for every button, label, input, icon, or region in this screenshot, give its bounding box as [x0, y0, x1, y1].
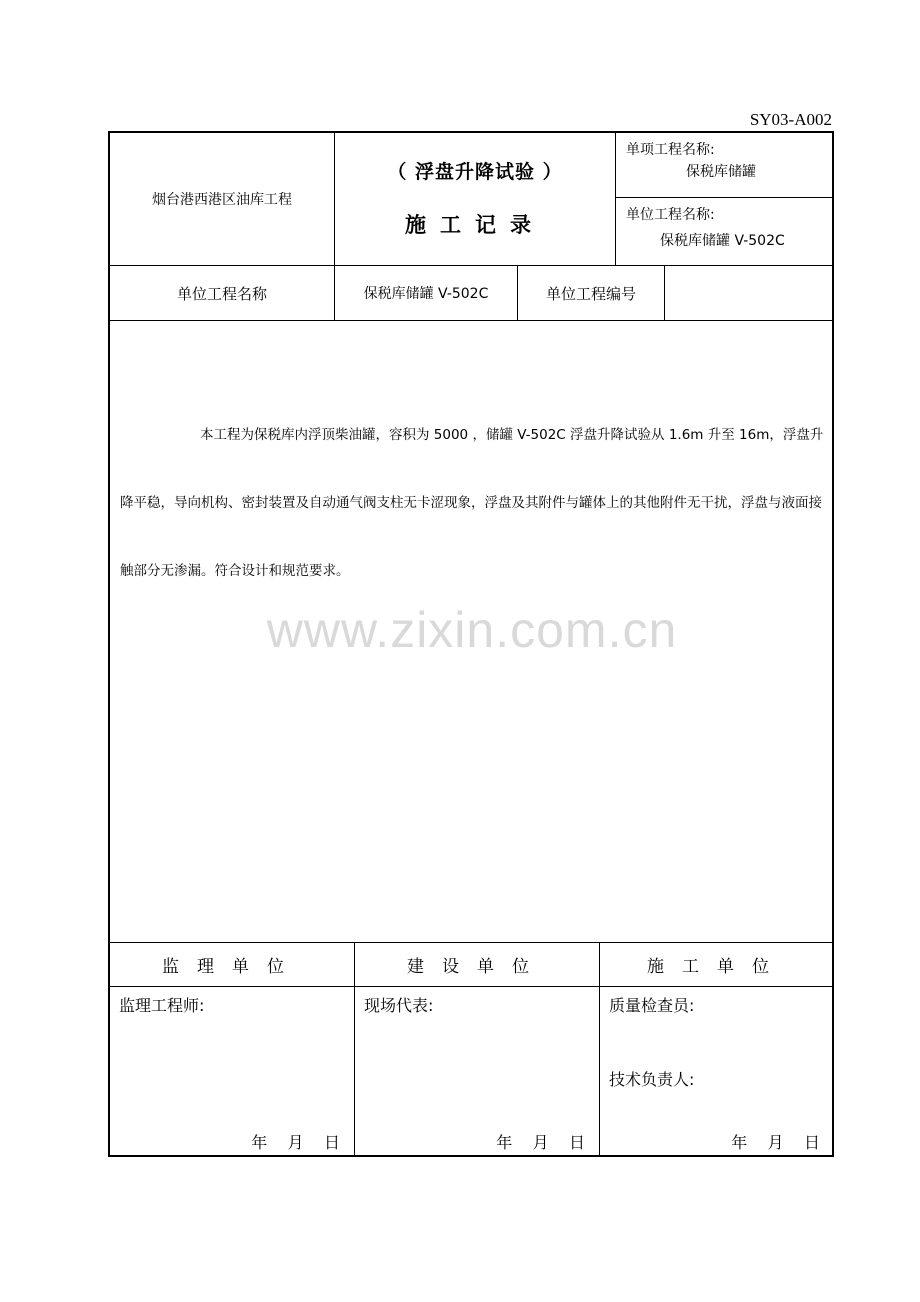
- unit-number-label: 单位工程编号: [545, 284, 636, 303]
- unit-name-value-cell: [334, 266, 517, 321]
- record-content-text: 本工程为保税库内浮顶柴油罐，容积为 5000 ，储罐 V-502C 浮盘升降试验从 1.6m 升至 16m，浮盘升降平稳，导向机构、密封装置及自动通气阀支柱无卡涩现象，浮盘及其附件与罐体上的其他附件无干扰，浮盘与液面接触部分无渗漏。符合设计和规范要求。: [120, 427, 824, 579]
- unit-name-label-cell: [110, 266, 334, 321]
- contractor-date: 年 月 日: [731, 1133, 820, 1152]
- record-title: 施工记录: [405, 213, 545, 237]
- supervision-sign-cell: [110, 987, 354, 1155]
- sub-project-value: 保税库储罐: [686, 164, 756, 180]
- unit-project-cell: [615, 198, 834, 266]
- site-representative-label: 现场代表:: [364, 996, 434, 1015]
- technical-lead-label: 技术负责人:: [609, 1070, 695, 1089]
- project-name: 烟台港西港区油库工程: [152, 192, 292, 208]
- supervision-heading-cell: [110, 943, 354, 987]
- owner-sign-cell: [354, 987, 599, 1155]
- contractor-heading: 施工单位: [647, 957, 787, 977]
- unit-project-label: 单位工程名称:: [626, 207, 715, 223]
- owner-heading-cell: [354, 943, 599, 987]
- unit-name-label: 单位工程名称: [176, 284, 267, 303]
- sub-project-label: 单项工程名称:: [626, 142, 715, 158]
- owner-date: 年 月 日: [496, 1133, 585, 1152]
- title-cell: [334, 133, 615, 266]
- contractor-heading-cell: [599, 943, 834, 987]
- unit-name-value: 保税库储罐 V-502C: [363, 286, 489, 302]
- sub-project-cell: [615, 133, 834, 198]
- contractor-sign-cell: [599, 987, 834, 1155]
- supervision-heading: 监理单位: [162, 957, 302, 977]
- record-form: [108, 131, 834, 1157]
- supervision-engineer-label: 监理工程师:: [119, 996, 205, 1015]
- unit-number-value-cell: [664, 266, 834, 321]
- quality-inspector-label: 质量检查员:: [609, 996, 695, 1015]
- content-area: [110, 321, 834, 943]
- watermark: www.zixin.com.cn: [266, 602, 678, 658]
- unit-project-value: 保税库储罐 V-502C: [660, 233, 785, 249]
- owner-heading: 建设单位: [407, 957, 547, 977]
- supervision-date: 年 月 日: [251, 1133, 340, 1152]
- unit-number-label-cell: [517, 266, 664, 321]
- document-code: SY03-A002: [749, 110, 832, 129]
- project-name-cell: [110, 133, 334, 266]
- record-type-title: （ 浮盘升降试验 ）: [387, 161, 563, 183]
